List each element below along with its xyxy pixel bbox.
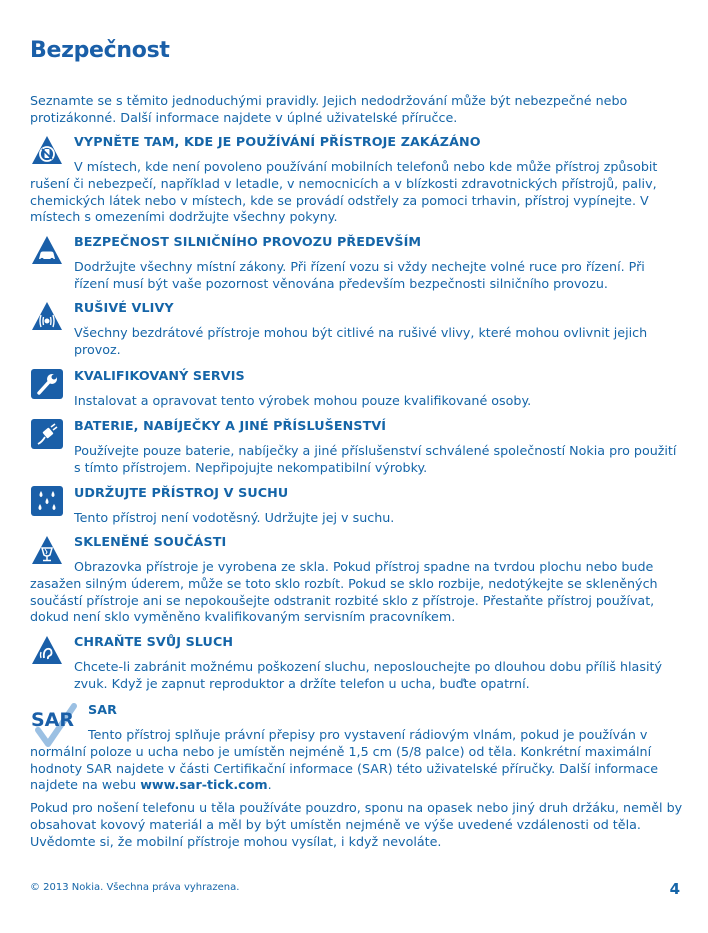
car-road-safety-icon — [30, 234, 64, 266]
section-body: V místech, kde není povoleno používání mobilních telefonů nebo kde může přístroj způsobit rušení či nebezpečí, například v letadle, v nemocnicích a v blízkosti zdravotnických přístrojů, paliv, chemických látek nebo v místech, kde se provádí odstřely za pomoci trhavin, přístroj vypínejte. V místech s omezeními dodržujte všechny pokyny. — [30, 159, 658, 225]
section-body: Obrazovka přístroje je vyrobena ze skla. Pokud přístroj spadne na tvrdou plochu nebo bude zasažen silným úderem, může se toto sklo rozbít. Pokud se sklo rozbije, nedotýkejte se skleněných součástí přístroje ani se nepokoušejte odstranit rozbité sklo z přístroje. Přestaňte přístroj používat, dokud není sklo vyměněno kvalifikovaným servisním pracovníkem. — [30, 559, 658, 625]
ear-hearing-icon — [30, 634, 64, 666]
section-title: VYPNĚTE TAM, KDE JE POUŽÍVÁNÍ PŘÍSTROJE ZAKÁZÁNO — [74, 134, 481, 149]
charger-plug-icon — [30, 418, 64, 450]
section-title: RUŠIVÉ VLIVY — [74, 300, 174, 315]
section-body: Používejte pouze baterie, nabíječky a jiné příslušenství schválené společností Nokia pro použití s tímto přístrojem. Nepřipojujte nekompatibilní výrobky. — [74, 443, 677, 475]
section-interference — [30, 300, 682, 359]
phone-prohibited-icon — [30, 134, 64, 166]
sar-body-text: Tento přístroj splňuje právní přepisy pro vystavení rádiovým vlnám, pokud je používán v normální poloze u ucha nebo je umístěn nejméně 1,5 cm (5/8 palce) od těla. Konkrétní maximální hodnoty SAR najdete v části Certifikační informace (SAR) této uživatelské příručky. Další informace najdete na webu — [30, 727, 659, 793]
section-water — [30, 485, 682, 527]
section-body: Tento přístroj není vodotěsný. Udržujte jej v suchu. — [74, 510, 395, 525]
section-glass — [30, 534, 682, 626]
section-body: Dodržujte všechny místní zákony. Při řízení vozu si vždy nechejte volné ruce pro řízení. Při řízení musí být vaše pozornost věnována především bezpečnosti silničního provozu. — [74, 259, 645, 291]
section-service — [30, 368, 682, 410]
page-title: Bezpečnost — [30, 38, 170, 63]
sar-tick-link[interactable]: www.sar-tick.com — [140, 777, 268, 793]
section-road-safety — [30, 234, 682, 293]
section-title: SAR — [88, 702, 118, 717]
water-drops-icon — [30, 485, 64, 517]
section-body: Instalovat a opravovat tento výrobek mohou pouze kvalifikované osoby. — [74, 393, 532, 408]
sar-check-icon — [30, 702, 80, 748]
section-accessories — [30, 418, 682, 477]
broken-glass-icon — [30, 534, 64, 566]
section-title: UDRŽUJTE PŘÍSTROJ V SUCHU — [74, 485, 289, 500]
section-title: CHRAŇTE SVŮJ SLUCH — [74, 634, 234, 649]
page-number: 4 — [669, 880, 680, 898]
holster-paragraph: Pokud pro nošení telefonu u těla používáte pouzdro, sponu na opasek nebo jiný druh držáku, neměl by obsahovat kovový materiál a měl by být umístěn nejméně ve výše uvedené vzdálenosti od těla. Uvědomte si, že mobilní přístroje mohou vysílat, i když nevoláte. — [30, 800, 683, 849]
section-switch-off — [30, 134, 682, 226]
section-hearing — [30, 634, 682, 693]
section-title: BEZPEČNOST SILNIČNÍHO PROVOZU PŘEDEVŠÍM — [74, 234, 422, 249]
copyright-footer: © 2013 Nokia. Všechna práva vyhrazena. — [30, 882, 240, 893]
section-body — [30, 727, 682, 794]
section-title: SKLENĚNÉ SOUČÁSTI — [74, 534, 227, 549]
section-sar — [30, 702, 682, 794]
section-title: KVALIFIKOVANÝ SERVIS — [74, 368, 245, 383]
sar-logo-text: SAR — [31, 709, 75, 731]
wrench-service-icon — [30, 368, 64, 400]
section-body: Chcete-li zabránit možnému poškození sluchu, neposlouchejte po dlouhou dobu příliš hlasitý zvuk. Když je zapnut reproduktor a držíte telefon u ucha, buďte opatrní. — [74, 659, 662, 691]
section-body: Všechny bezdrátové přístroje mohou být citlivé na rušivé vlivy, které mohou ovlivnit jejich provoz. — [74, 325, 648, 357]
sar-body-end: . — [267, 777, 272, 793]
intro-paragraph: Seznamte se s těmito jednoduchými pravidly. Jejich nedodržování může být nebezpečné nebo protizákonné. Další informace najdete v úplné uživatelské příručce. — [30, 93, 628, 125]
section-title: BATERIE, NABÍJEČKY A JINÉ PŘÍSLUŠENSTVÍ — [74, 418, 387, 433]
interference-icon — [30, 300, 64, 332]
